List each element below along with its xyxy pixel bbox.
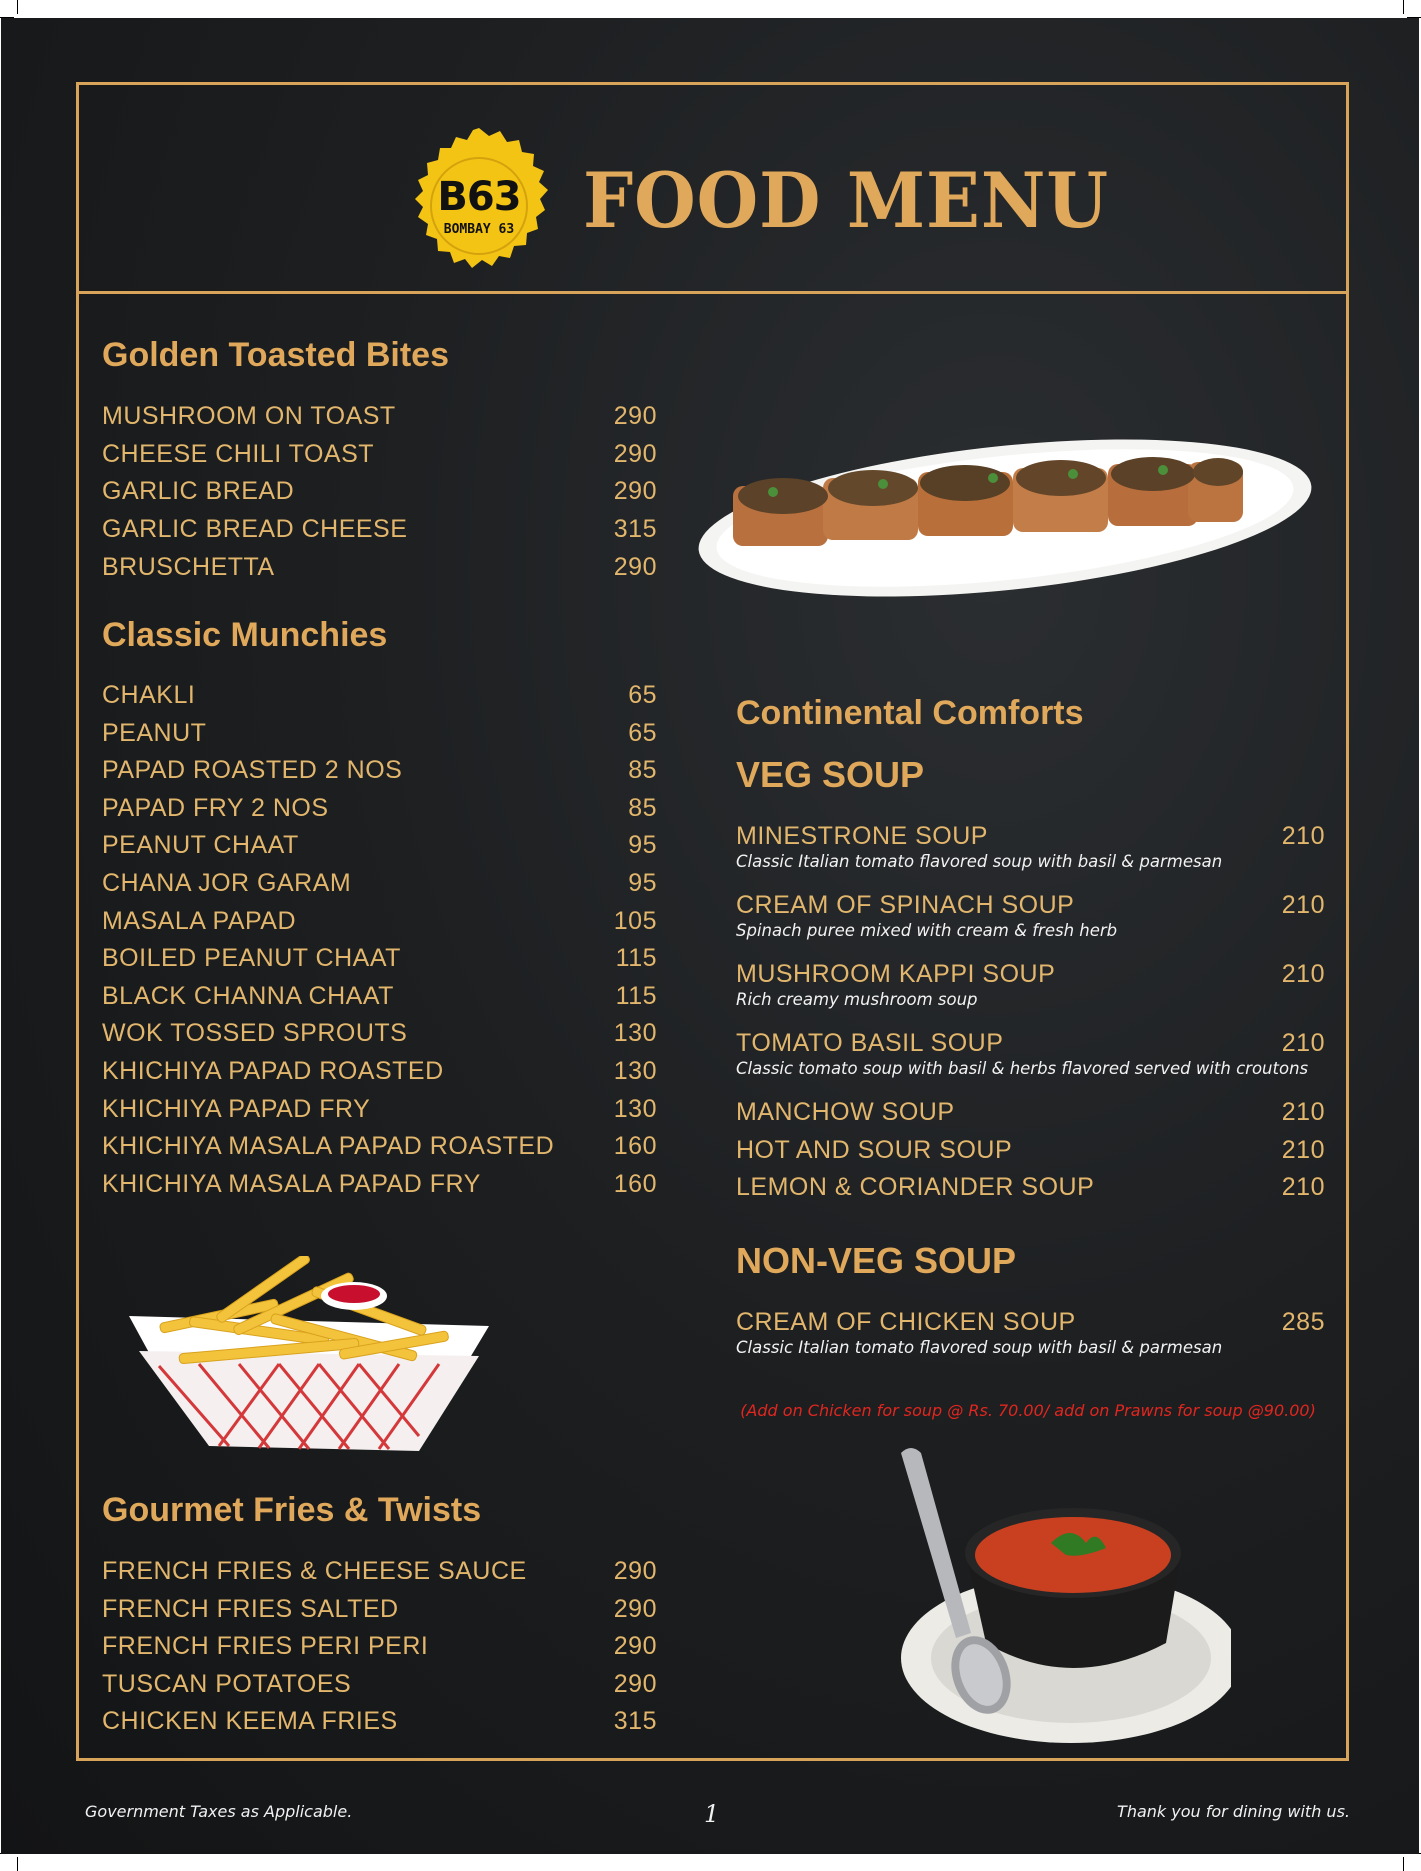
section-title-golden-toasted-bites: Golden Toasted Bites	[102, 336, 449, 374]
menu-item	[736, 1098, 1325, 1134]
menu-item-name: KHICHIYA MASALA PAPAD ROASTED	[102, 1132, 555, 1161]
menu-item-name: CREAM OF SPINACH SOUP	[736, 891, 1075, 919]
menu-item-name: KHICHIYA PAPAD FRY	[102, 1094, 371, 1123]
menu-item-name: TOMATO BASIL SOUP	[736, 1029, 1004, 1057]
menu-item-name: CREAM OF CHICKEN SOUP	[736, 1308, 1076, 1336]
menu-item-price: 290	[613, 1594, 657, 1623]
menu-item-description: Classic Italian tomato flavored soup with basil & parmesan	[736, 852, 1223, 871]
menu-item-price: 290	[613, 1557, 657, 1585]
menu-item-price: 210	[1281, 1098, 1325, 1126]
menu-item-name: CHEESE CHILI TOAST	[102, 439, 375, 468]
section-title-classic-munchies: Classic Munchies	[102, 616, 388, 654]
menu-item-price: 85	[628, 756, 657, 785]
menu-item-name: FRENCH FRIES & CHEESE SAUCE	[102, 1557, 527, 1585]
menu-item-name: HOT AND SOUR SOUP	[736, 1135, 1013, 1164]
menu-item	[102, 794, 657, 830]
menu-item-description: Rich creamy mushroom soup	[736, 990, 978, 1009]
crop-mark	[1403, 1857, 1404, 1871]
add-on-note: (Add on Chicken for soup @ Rs. 70.00/ add on Prawns for soup @90.00)	[740, 1401, 1316, 1420]
header-divider	[76, 291, 1349, 294]
menu-item-price: 285	[1281, 1308, 1325, 1336]
menu-item	[736, 822, 1325, 871]
menu-item-price: 85	[628, 793, 657, 822]
menu-item-price: 290	[613, 402, 657, 430]
menu-item-price: 290	[613, 477, 657, 506]
menu-item	[102, 1095, 657, 1131]
menu-item-name: FRENCH FRIES SALTED	[102, 1594, 399, 1623]
menu-item	[102, 869, 657, 905]
menu-item-name: MINESTRONE SOUP	[736, 822, 988, 850]
menu-item-name: LEMON & CORIANDER SOUP	[736, 1173, 1095, 1202]
menu-item-name: KHICHIYA MASALA PAPAD FRY	[102, 1169, 481, 1198]
menu-item	[736, 960, 1325, 1009]
menu-item	[102, 982, 657, 1018]
menu-item-price: 210	[1281, 1135, 1325, 1164]
menu-item-price: 290	[613, 1632, 657, 1661]
non-veg-soup-title: NON-VEG SOUP	[736, 1240, 1017, 1281]
menu-item-name: MUSHROOM ON TOAST	[102, 402, 396, 430]
menu-item	[102, 1057, 657, 1093]
menu-item	[102, 440, 657, 476]
menu-item	[102, 1595, 657, 1631]
menu-item-name: MANCHOW SOUP	[736, 1098, 955, 1126]
menu-item-price: 95	[628, 869, 657, 897]
menu-item	[102, 1557, 657, 1593]
menu-item-name: GARLIC BREAD	[102, 477, 295, 506]
veg-soup-title: VEG SOUP	[736, 754, 925, 795]
menu-item-name: CHAKLI	[102, 681, 196, 709]
menu-item-price: 210	[1281, 822, 1325, 850]
menu-page	[1, 18, 1419, 1854]
menu-item	[736, 891, 1325, 940]
menu-item	[102, 1632, 657, 1668]
menu-item	[102, 477, 657, 513]
menu-item-name: GARLIC BREAD CHEESE	[102, 515, 408, 544]
menu-item-price: 160	[613, 1132, 657, 1161]
menu-item-price: 210	[1281, 960, 1325, 988]
menu-item-name: BOILED PEANUT CHAAT	[102, 944, 401, 973]
menu-item	[102, 1170, 657, 1206]
menu-item-name: MASALA PAPAD	[102, 906, 297, 935]
menu-item-price: 210	[1281, 1029, 1325, 1057]
menu-item	[102, 944, 657, 980]
menu-item	[102, 756, 657, 792]
menu-item	[736, 1308, 1325, 1357]
menu-item-name: PEANUT CHAAT	[102, 831, 299, 860]
french-fries-image	[119, 1256, 499, 1456]
menu-item-name: BRUSCHETTA	[102, 552, 275, 581]
menu-item-price: 210	[1281, 1173, 1325, 1202]
page-title: FOOD MENU	[583, 156, 1109, 245]
menu-item-name: KHICHIYA PAPAD ROASTED	[102, 1057, 444, 1085]
menu-item-price: 105	[613, 906, 657, 935]
menu-item	[102, 719, 657, 755]
menu-item	[736, 1173, 1325, 1209]
menu-item-price: 210	[1281, 891, 1325, 919]
menu-item-name: CHICKEN KEEMA FRIES	[102, 1707, 398, 1736]
menu-item-name: PEANUT	[102, 718, 207, 747]
section-title-gourmet-fries: Gourmet Fries & Twists	[102, 1491, 482, 1529]
menu-item	[736, 1029, 1325, 1078]
logo-numerals: B63	[437, 174, 521, 220]
menu-item-price: 130	[613, 1057, 657, 1085]
crop-mark	[1403, 0, 1404, 14]
menu-item-name: PAPAD FRY 2 NOS	[102, 793, 329, 822]
menu-item-price: 290	[613, 552, 657, 581]
section-title-continental-comforts: Continental Comforts	[736, 694, 1084, 732]
crop-mark	[17, 0, 18, 14]
menu-item-name: MUSHROOM KAPPI SOUP	[736, 960, 1056, 988]
menu-item-price: 315	[613, 515, 657, 544]
footer-thanks: Thank you for dining with us.	[1117, 1802, 1350, 1821]
menu-item	[102, 907, 657, 943]
menu-item-price: 290	[613, 439, 657, 468]
crop-mark	[17, 1857, 18, 1871]
menu-item-price: 115	[615, 981, 657, 1010]
menu-item-price: 130	[613, 1094, 657, 1123]
page-number: 1	[704, 1800, 720, 1828]
menu-item-price: 95	[628, 831, 657, 860]
menu-item-price: 130	[613, 1019, 657, 1048]
menu-item-name: TUSCAN POTATOES	[102, 1669, 352, 1698]
menu-item-description: Classic tomato soup with basil & herbs flavored served with croutons	[736, 1059, 1309, 1078]
menu-item	[102, 681, 657, 717]
logo-text: BOMBAY 63	[443, 222, 515, 237]
menu-item	[102, 1019, 657, 1055]
menu-item-name: FRENCH FRIES PERI PERI	[102, 1632, 429, 1661]
menu-item-price: 315	[613, 1707, 657, 1736]
menu-item-price: 65	[628, 718, 657, 747]
tomato-soup-image	[881, 1443, 1231, 1748]
footer-taxes: Government Taxes as Applicable.	[85, 1802, 353, 1821]
menu-item-price: 160	[613, 1169, 657, 1198]
menu-item	[102, 1670, 657, 1706]
bombay63-logo	[399, 126, 559, 286]
menu-item	[102, 515, 657, 551]
menu-item	[102, 831, 657, 867]
menu-item	[102, 553, 657, 589]
menu-item	[102, 1132, 657, 1168]
menu-item-price: 65	[628, 681, 657, 709]
menu-item	[736, 1136, 1325, 1172]
menu-item-name: CHANA JOR GARAM	[102, 869, 352, 897]
menu-item	[102, 1707, 657, 1743]
menu-item-price: 115	[615, 944, 657, 973]
menu-item-price: 290	[613, 1669, 657, 1698]
menu-item-description: Classic Italian tomato flavored soup with basil & parmesan	[736, 1338, 1223, 1357]
menu-item	[102, 402, 657, 438]
menu-item-description: Spinach puree mixed with cream & fresh herb	[736, 921, 1118, 940]
menu-item-name: WOK TOSSED SPROUTS	[102, 1019, 408, 1048]
bruschetta-platter-image	[693, 426, 1313, 611]
menu-item-name: BLACK CHANNA CHAAT	[102, 981, 394, 1010]
menu-item-name: PAPAD ROASTED 2 NOS	[102, 756, 403, 785]
